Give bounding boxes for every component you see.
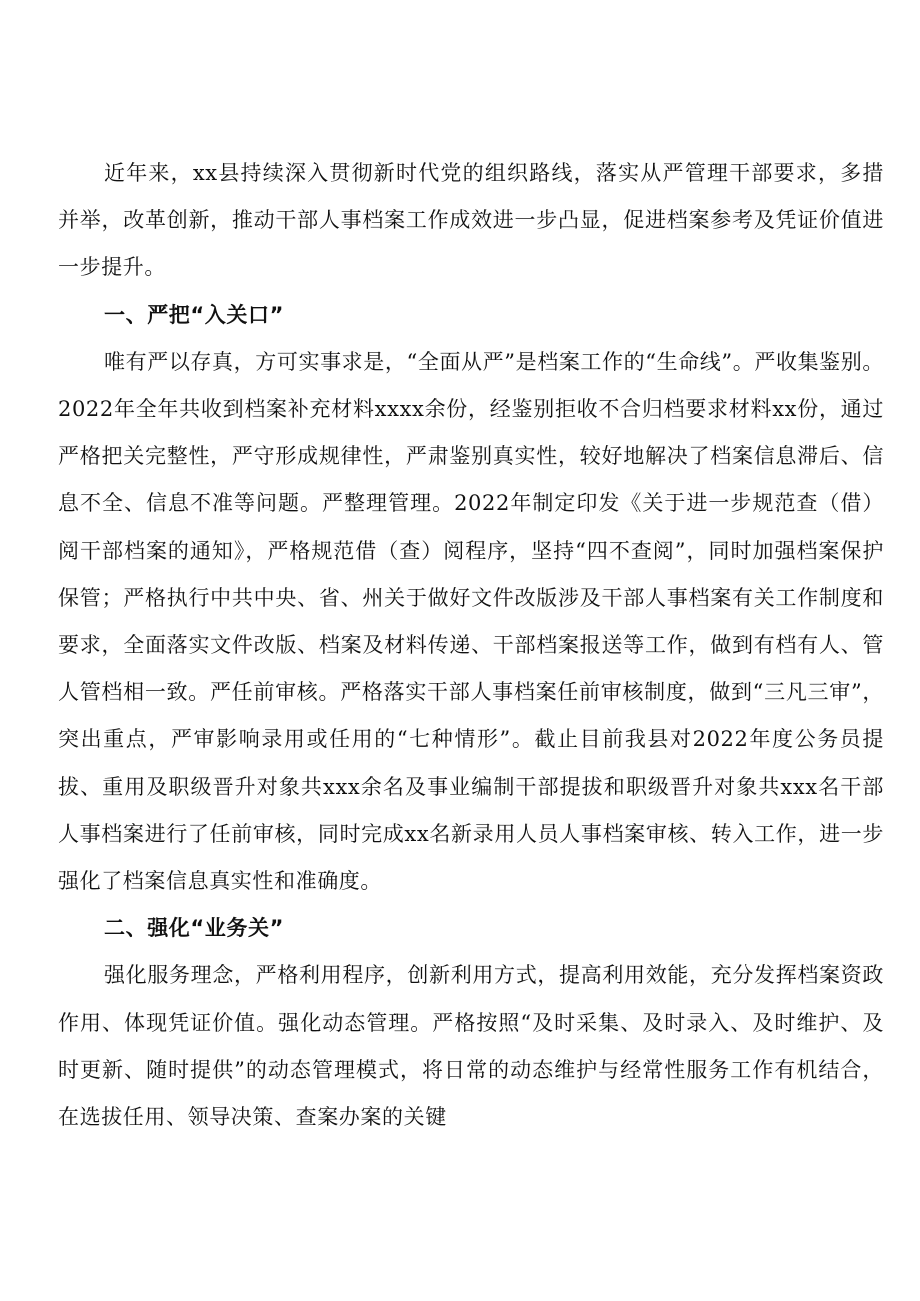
section-heading-2: 二、强化“业务关” [104,916,285,941]
section-2-paragraph: 强化服务理念，严格利用程序，创新利用方式，提高利用效能，充分发挥档案资政作用、体现凭证价值。强化动态管理。严格按照“及时采集、及时录入、及时维护、及时更新、随时提供”的动态管理模式，将日常的动态维护与经常性服务工作有机结合，在选拔任用、领导决策、查案办案的关键 [58,963,884,1130]
section-1-paragraph: 唯有严以存真，方可实事求是，“全面从严”是档案工作的“生命线”。严收集鉴别。2022年全年共收到档案补充材料xxxx余份，经鉴别拒收不合归档要求材料xx份，通过严格把关完整性，严守形成规律性，严肃鉴别真实性，较好地解决了档案信息滞后、信息不全、信息不准等问题。严整理管理。2022年制定印发《关于进一步规范查（借）阅干部档案的通知》，严格规范借（查）阅程序，坚持“四不查阅”，同时加强档案保护保管；严格执行中共中央、省、州关于做好文件改版涉及干部人事档案有关工作制度和要求，全面落实文件改版、档案及材料传递、干部档案报送等工作，做到有档有人、管人管档相一致。严任前审核。严格落实干部人事档案任前审核制度，做到“三凡三审”，突出重点，严审影响录用或任用的“七种情形”。截止目前我县对2022年度公务员提拔、重用及职级晋升对象共xxx余名及事业编制干部提拔和职级晋升对象共xxx名干部人事档案进行了任前审核，同时完成xx名新录用人员人事档案审核、转入工作，进一步强化了档案信息真实性和准确度。 [58,349,884,894]
document-body [58,150,884,1141]
intro-paragraph: 近年来，xx县持续深入贯彻新时代党的组织路线，落实从严管理干部要求，多措并举，改革创新，推动干部人事档案工作成效进一步凸显，促进档案参考及凭证价值进一步提升。 [58,161,884,280]
section-heading-1: 一、严把“入关口” [104,302,285,327]
